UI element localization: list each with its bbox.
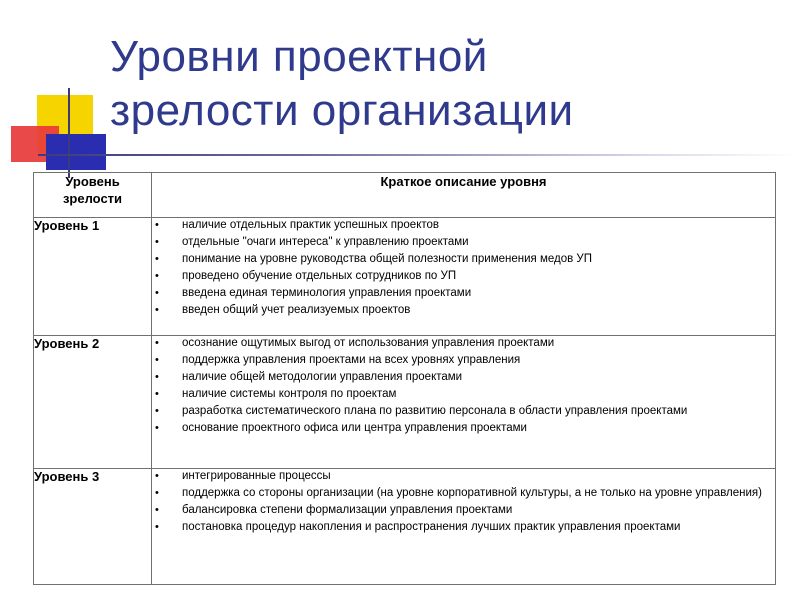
- maturity-levels-table: [33, 172, 776, 585]
- level-label: Уровень 1: [34, 218, 152, 336]
- list-item: • поддержка управления проектами на всех уровнях управления: [152, 353, 775, 367]
- header-description: Краткое описание уровня: [152, 173, 776, 218]
- header-level: Уровень зрелости: [34, 173, 152, 218]
- level-description: [152, 218, 776, 336]
- list-item: • разработка систематического плана по развитию персонала в области управления проектами: [152, 404, 775, 418]
- level-description: [152, 336, 776, 469]
- list-item: • осознание ощутимых выгод от использования управления проектами: [152, 336, 775, 350]
- list-item: • наличие общей методологии управления проектами: [152, 370, 775, 384]
- list-item: • наличие системы контроля по проектам: [152, 387, 775, 401]
- level-label: Уровень 3: [34, 469, 152, 585]
- list-item: • основание проектного офиса или центра управления проектами: [152, 421, 775, 435]
- slide-title-line-2: зрелости организации: [110, 86, 574, 135]
- title-underline: [38, 154, 798, 156]
- list-item: • введена единая терминология управления проектами: [152, 286, 775, 300]
- table-row: [34, 336, 776, 469]
- list-item: • понимание на уровне руководства общей полезности применения медов УП: [152, 252, 775, 266]
- level-label: Уровень 2: [34, 336, 152, 469]
- table-header-row: [34, 173, 776, 218]
- decor-blue-square: [46, 134, 106, 170]
- decor-vertical-line: [68, 88, 70, 178]
- list-item: • наличие отдельных практик успешных проектов: [152, 218, 775, 232]
- list-item: • интегрированные процессы: [152, 469, 775, 483]
- list-item: • постановка процедур накопления и распространения лучших практик управления проектами: [152, 520, 775, 534]
- table-row: [34, 469, 776, 585]
- slide-title: [110, 30, 770, 138]
- level-description: [152, 469, 776, 585]
- table-row: [34, 218, 776, 336]
- list-item: • отдельные "очаги интереса" к управлению проектами: [152, 235, 775, 249]
- list-item: • поддержка со стороны организации (на уровне корпоративной культуры, а не только на уровне управления): [152, 486, 775, 500]
- list-item: • введен общий учет реализуемых проектов: [152, 303, 775, 317]
- list-item: • балансировка степени формализации управления проектами: [152, 503, 775, 517]
- slide-title-line-1: Уровни проектной: [110, 32, 488, 81]
- list-item: • проведено обучение отдельных сотрудников по УП: [152, 269, 775, 283]
